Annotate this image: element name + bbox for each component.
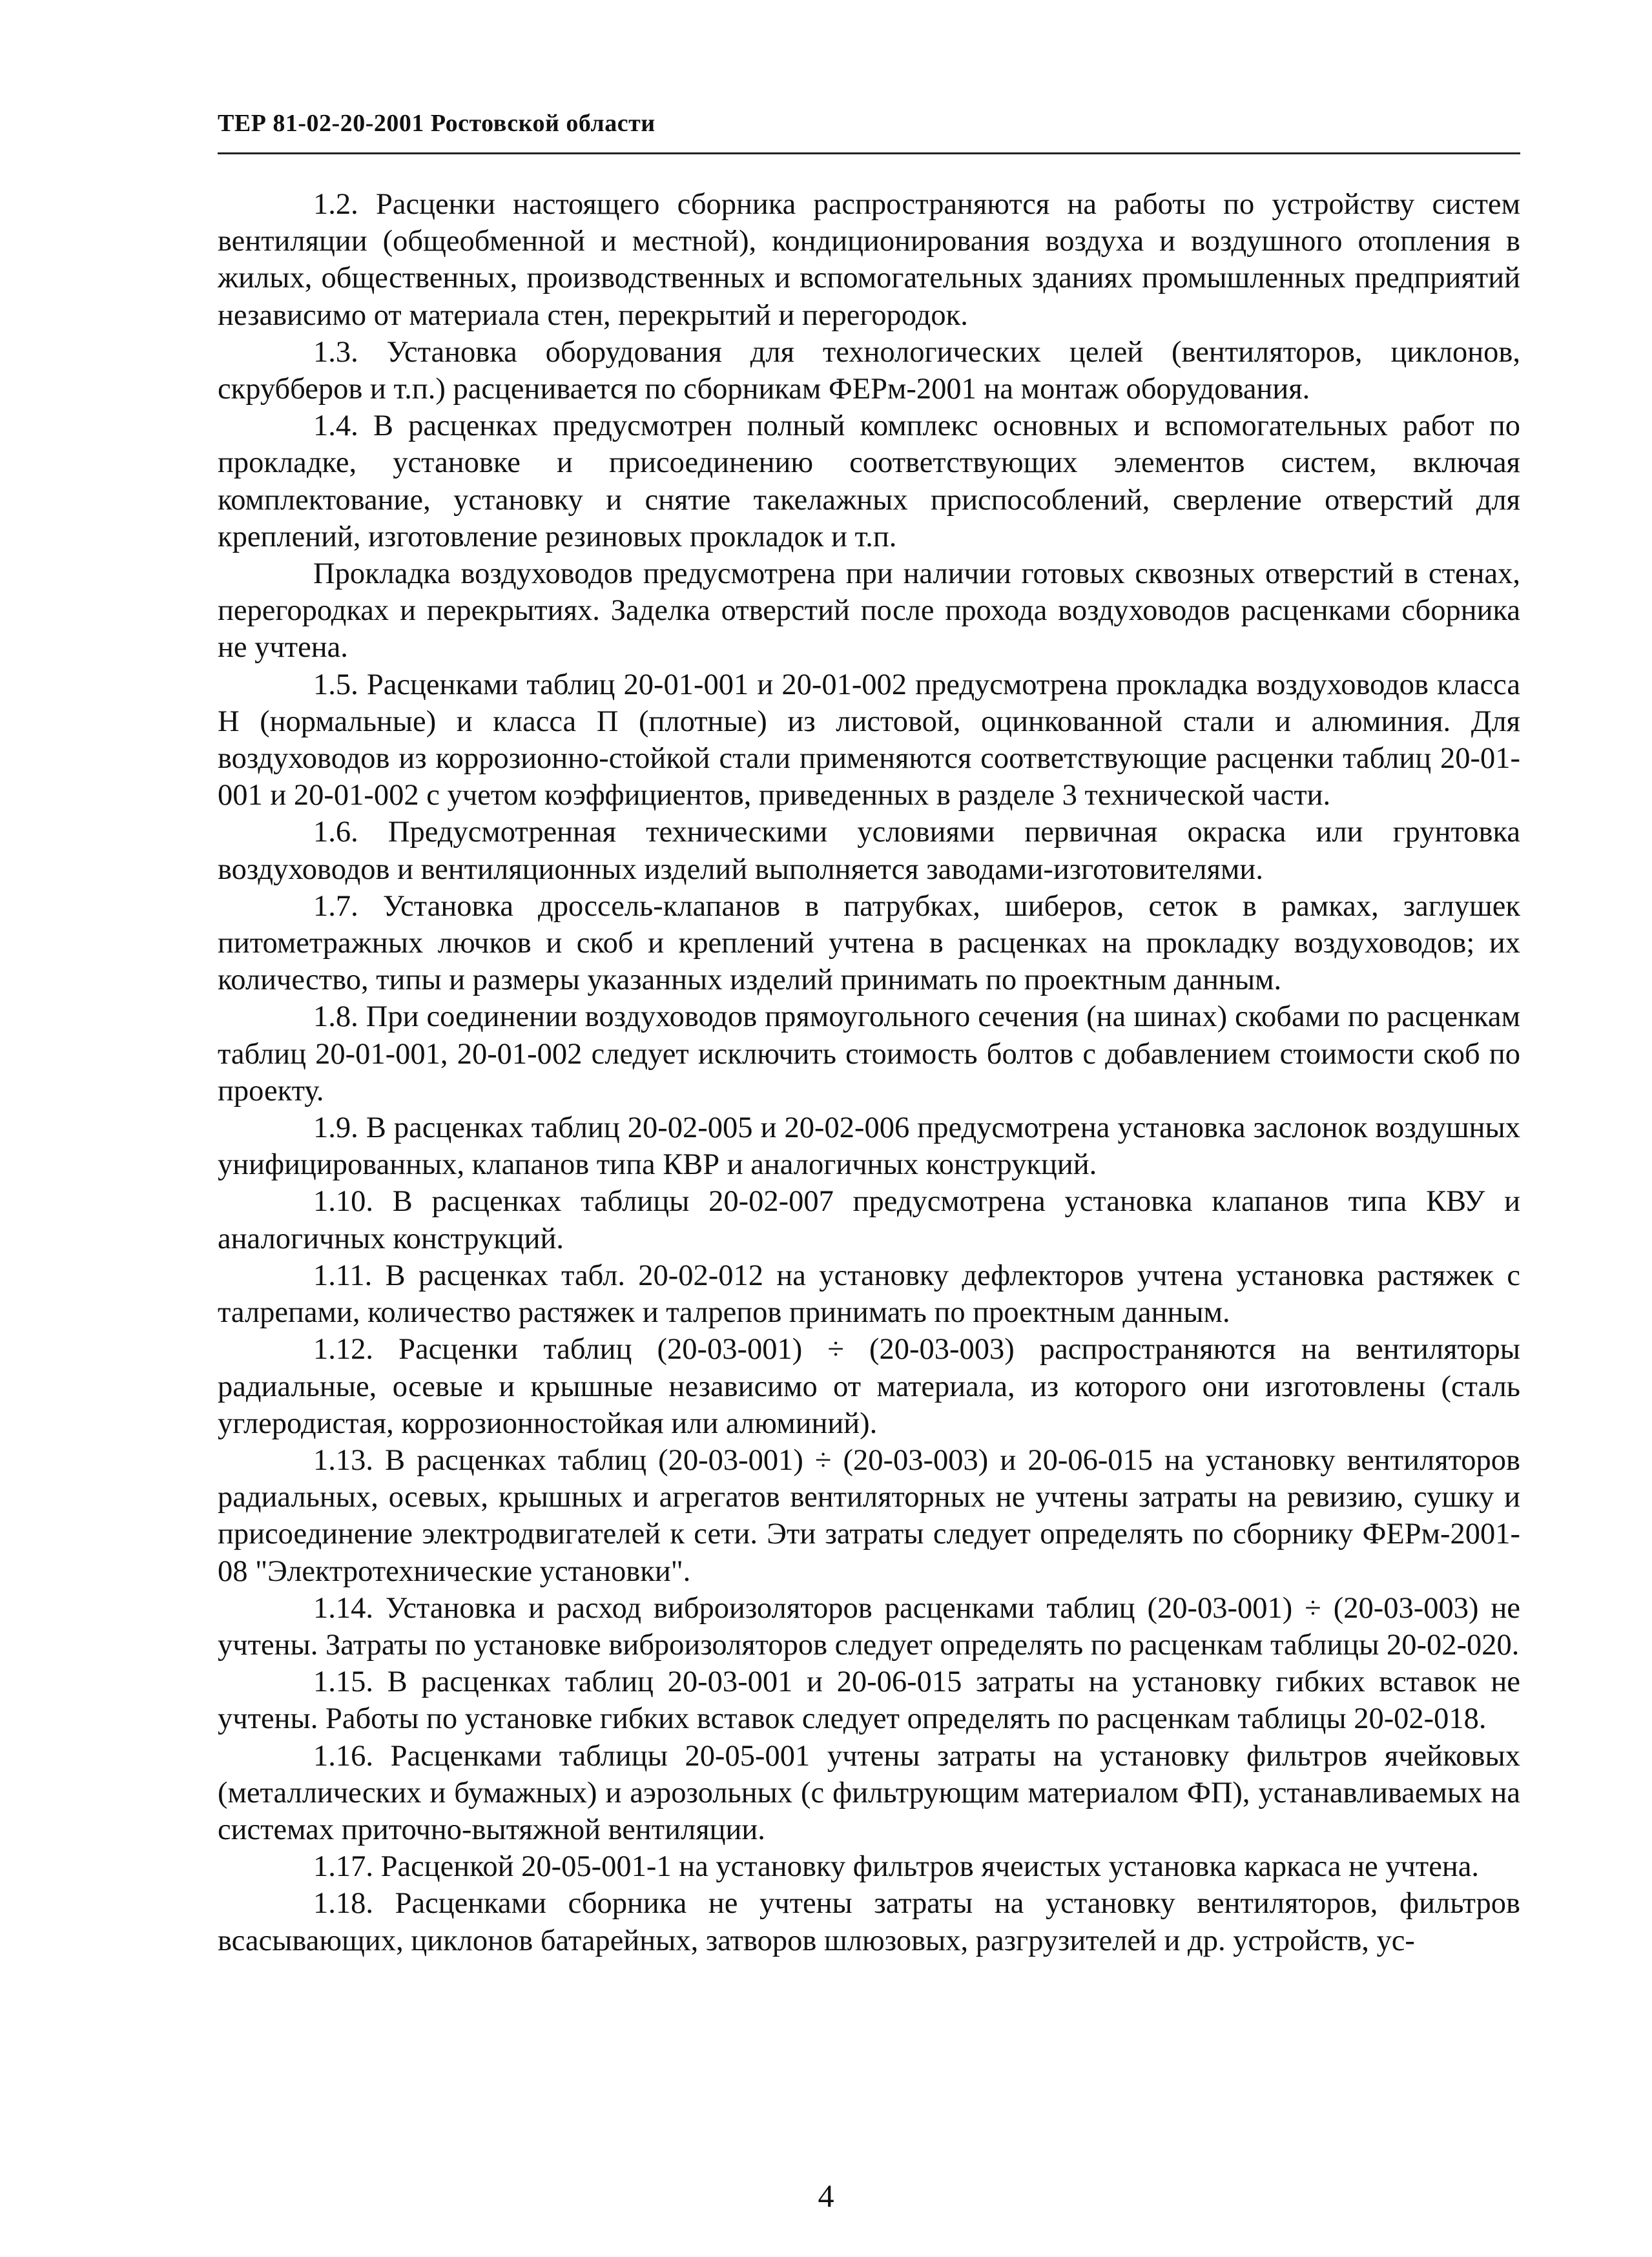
- running-header: ТЕР 81-02-20-2001 Ростовской области: [218, 110, 656, 137]
- paragraph-1-13: 1.13. В расценках таблиц (20-03-001) ÷ (20-03-003) и 20-06-015 на установку вентиляторов радиальных, осевых, крышных и агрегатов вентиляторных не учтены затраты на ревизию, сушку и присоединение электродвигателей к сети. Эти затраты следует определять по сборнику ФЕРм-2001-08 "Электротехнические установки".: [218, 1443, 1520, 1588]
- paragraph-1-7: 1.7. Установка дроссель-клапанов в патрубках, шиберов, сеток в рамках, заглушек питометражных лючков и скоб и креплений учтена в расценках на прокладку воздуховодов; их количество, типы и размеры указанных изделий принимать по проектным данным.: [218, 889, 1520, 997]
- paragraph-1-14: 1.14. Установка и расход виброизоляторов расценками таблиц (20-03-001) ÷ (20-03-003) не учтены. Затраты по установке виброизоляторов следует определять по расценкам таблицы 20-02-020.: [218, 1591, 1520, 1662]
- paragraph-1-2: 1.2. Расценки настоящего сборника распространяются на работы по устройству систем вентиляции (общеобменной и местной), кондиционирования воздуха и воздушного отопления в жилых, общественных, производственных и вспомогательных зданиях промышленных предприятий независимо от материала стен, перекрытий и перегородок.: [218, 188, 1520, 332]
- paragraph-1-15: 1.15. В расценках таблиц 20-03-001 и 20-06-015 затраты на установку гибких вставок не учтены. Работы по установке гибких вставок следует определять по расценкам таблицы 20-02-018.: [218, 1665, 1520, 1736]
- page-number: 4: [818, 2178, 834, 2214]
- paragraph-1-18: 1.18. Расценками сборника не учтены затраты на установку вентиляторов, фильтров всасывающих, циклонов батарейных, затворов шлюзовых, разгрузителей и др. устройств, ус-: [218, 1887, 1520, 1957]
- paragraph-1-3: 1.3. Установка оборудования для технологических целей (вентиляторов, циклонов, скрубберов и т.п.) расценивается по сборникам ФЕРм-2001 на монтаж оборудования.: [218, 335, 1520, 406]
- paragraph-1-6: 1.6. Предусмотренная техническими условиями первичная окраска или грунтовка воздуховодов и вентиляционных изделий выполняется заводами-изготовителями.: [218, 816, 1520, 886]
- paragraph-ductwork-openings: Прокладка воздуховодов предусмотрена при наличии готовых сквозных отверстий в стенах, перегородках и перекрытиях. Заделка отверстий после прохода воздуховодов расценками сборника не учтена.: [218, 557, 1520, 665]
- paragraph-1-9: 1.9. В расценках таблиц 20-02-005 и 20-02-006 предусмотрена установка заслонок воздушных унифицированных, клапанов типа КВР и аналогичных конструкций.: [218, 1111, 1520, 1182]
- paragraph-1-16: 1.16. Расценками таблицы 20-05-001 учтены затраты на установку фильтров ячейковых (металлических и бумажных) и аэрозольных (с фильтрующим материалом ФП), устанавливаемых на системах приточно-вытяжной вентиляции.: [218, 1739, 1520, 1846]
- body-text: [218, 186, 1520, 1959]
- header-rule: [218, 152, 1520, 154]
- paragraph-1-11: 1.11. В расценках табл. 20-02-012 на установку дефлекторов учтена установка растяжек с талрепами, количество растяжек и талрепов принимать по проектным данным.: [218, 1259, 1520, 1330]
- paragraph-1-4: 1.4. В расценках предусмотрен полный комплекс основных и вспомогательных работ по прокладке, установке и присоединению соответствующих элементов систем, включая комплектование, установку и снятие такелажных приспособлений, сверление отверстий для креплений, изготовление резиновых прокладок и т.п.: [218, 409, 1520, 553]
- paragraph-1-5: 1.5. Расценками таблиц 20-01-001 и 20-01-002 предусмотрена прокладка воздуховодов класса Н (нормальные) и класса П (плотные) из листовой, оцинкованной стали и алюминия. Для воздуховодов из коррозионно-стойкой стали применяются соответствующие расценки таблиц 20-01-001 и 20-01-002 с учетом коэффициентов, приведенных в разделе 3 технической части.: [218, 668, 1520, 812]
- paragraph-1-8: 1.8. При соединении воздуховодов прямоугольного сечения (на шинах) скобами по расценкам таблиц 20-01-001, 20-01-002 следует исключить стоимость болтов с добавлением стоимости скоб по проекту.: [218, 1000, 1520, 1108]
- paragraph-1-10: 1.10. В расценках таблицы 20-02-007 предусмотрена установка клапанов типа КВУ и аналогичных конструкций.: [218, 1185, 1520, 1255]
- paragraph-1-17: 1.17. Расценкой 20-05-001-1 на установку фильтров ячеистых установка каркаса не учтена.: [313, 1850, 1480, 1884]
- paragraph-1-12: 1.12. Расценки таблиц (20-03-001) ÷ (20-03-003) распространяются на вентиляторы радиальные, осевые и крышные независимо от материала, из которого они изготовлены (сталь углеродистая, коррозионностойкая или алюминий).: [218, 1333, 1520, 1440]
